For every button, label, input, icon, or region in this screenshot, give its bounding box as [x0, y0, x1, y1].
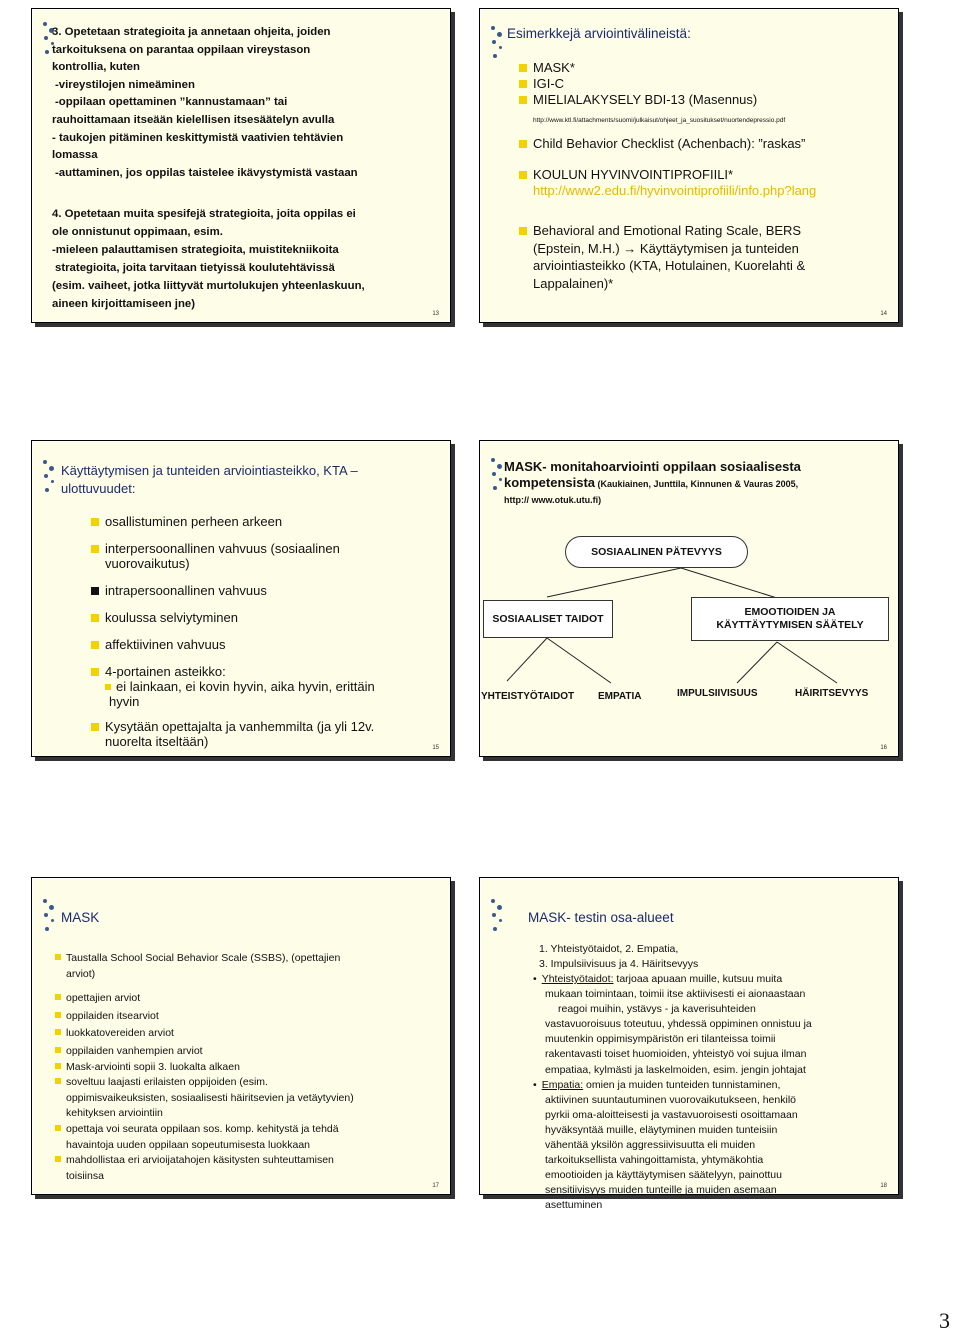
- slide18-line: 1. Yhteistyötaidot, 2. Empatia,: [539, 943, 679, 955]
- list-item: mahdollistaa eri arvioijatahojen käsitysten suhteuttamisen toisiinsa: [55, 1153, 354, 1184]
- slide-15: [31, 440, 451, 757]
- list-item: opettaja voi seurata oppilaan sos. komp. kehitystä ja tehdä havaintoja uuden oppilaan sopeutumisesta luokkaan: [55, 1122, 354, 1153]
- bullet-icon: [55, 1047, 61, 1053]
- list-continuation: hyväksyntää muille, eläytyminen muiden tunteisiin: [545, 1123, 778, 1136]
- bullet-icon: [519, 96, 527, 104]
- list-item: IGI-C: [519, 76, 757, 92]
- slide16-title: MASK- monitahoarviointi oppilaan sosiaalisesta: [504, 459, 801, 474]
- tree-leaf: HÄIRITSEVYYS: [795, 688, 869, 699]
- bullet-icon: [519, 140, 527, 148]
- slide-number: 15: [432, 745, 439, 751]
- slide13-line: aineen kirjoittamiseen jne): [52, 298, 196, 310]
- slide14-title: Esimerkkejä arviointivälineistä:: [507, 26, 691, 41]
- list-item: koulussa selviytyminen: [91, 610, 375, 625]
- slide13-line: -oppilaan opettaminen ”kannustamaan” tai: [55, 96, 288, 109]
- list-item: soveltuu laajasti erilaisten oppijoiden (esim. oppimisvaikeuksisten, sosiaalisesti häiritsevien ja vetäytyvien) kehityksen arviointiin: [55, 1075, 354, 1122]
- slide13-line: -auttaminen, jos oppilas taistelee ikävystymistä vastaan: [55, 166, 358, 179]
- list-continuation: mukaan toimintaan, toimii itse aktiivisesti ei aionaastaan: [545, 988, 806, 1001]
- slide-13: [31, 8, 451, 323]
- list-item: osallistuminen perheen arkeen: [91, 514, 375, 529]
- list-item: opettajien arviot: [55, 991, 354, 1007]
- link[interactable]: http://www.ktl.fi/attachments/suomi/julkaisut/ohjeet_ja_suositukset/nuortendepressio.pdf: [533, 117, 786, 124]
- slide-number: 17: [432, 1183, 439, 1189]
- bullet-icon: [105, 684, 111, 690]
- list-item: Kysytään opettajalta ja vanhemmilta (ja yli 12v. nuorelta itseltään): [91, 719, 375, 749]
- list-continuation: pyrkii oma-aloitteisesti ja vastavuoroisesti osoittamaan: [545, 1108, 798, 1121]
- bullet-icon: [91, 723, 99, 731]
- list-continuation: emootioiden ja käyttäytymisen säätelyyn, painottuu: [545, 1169, 782, 1182]
- list-continuation: reagoi muihin, ystävys - ja kaverisuhteiden: [558, 1003, 756, 1016]
- bullet-icon: [55, 994, 61, 1000]
- tree-leaf: EMPATIA: [598, 691, 642, 702]
- slide13-line: - taukojen pitäminen keskittymistä vaativien tehtävien: [52, 131, 344, 144]
- page-number: 3: [939, 1308, 950, 1333]
- tree-leaf: YHTEISTYÖTAIDOT: [481, 691, 575, 702]
- bullet-icon: [519, 171, 527, 179]
- bullet-icon: [55, 1012, 61, 1018]
- bullet-icon: [91, 641, 99, 649]
- list-item: Child Behavior Checklist (Achenbach): ”raskas”: [519, 136, 805, 151]
- list-subitem: hyvin: [109, 694, 140, 709]
- list-continuation: vähentää yksilön aggressiivisuutta eli muiden: [545, 1139, 756, 1152]
- list-item: 4-portainen asteikko:: [91, 664, 375, 679]
- bullet-icon: [91, 545, 99, 553]
- slide-18: [479, 877, 899, 1212]
- list-continuation: empatiaa, kylmästi ja laskelmoiden, esim. jengin johtajat: [545, 1063, 806, 1076]
- list-item: Behavioral and Emotional Rating Scale, BERS (Epstein, M.H.) → Käyttäytymisen ja tunteiden arviointiasteikko (KTA, Hotulainen, Kuorelahti & Lappalainen)*: [519, 222, 805, 292]
- list-item: MASK*: [519, 60, 757, 76]
- slide16-title: http:// www.otuk.utu.fi): [504, 495, 602, 505]
- list-continuation: muutenkin oppimisympäristön eri tilanteissa toimii: [545, 1033, 776, 1046]
- slide13-line: 3. Opetetaan strategioita ja annetaan ohjeita, joiden: [52, 26, 331, 38]
- tree-leaf: IMPULSIIVISUUS: [677, 688, 758, 699]
- dots-logo-icon: [43, 456, 61, 498]
- slide13-line: ole onnistunut oppimaan, esim.: [52, 226, 223, 238]
- slide13-line: 4. Opetetaan muita spesifejä strategioita, joita oppilas ei: [52, 208, 356, 220]
- bullet-icon: [55, 1078, 61, 1084]
- slide13-line: strategioita, joita tarvitaan tietyissä koulutehtävissä: [55, 262, 335, 274]
- bullet-icon: [519, 227, 527, 235]
- list-continuation: aktiivinen suuntautuminen vuorovaikutukseen, henkilö: [545, 1093, 796, 1106]
- link[interactable]: http://www2.edu.fi/hyvinvointiprofiili/info.php?lang: [533, 183, 817, 198]
- list-continuation: rakentavasti toiset huomioiden, yhteistyö voi sujua ilman: [545, 1048, 807, 1061]
- tree-node-left: SOSIAALISET TAIDOT: [483, 600, 613, 638]
- slide13-line: -mieleen palauttamisen strategioita, muistitekniikoita: [52, 244, 339, 256]
- slide17-title: MASK: [61, 910, 100, 925]
- list-item: • Empatia: omien ja muiden tunteiden tunnistaminen,: [533, 1078, 781, 1091]
- slide-number: 16: [880, 745, 887, 751]
- bullet-icon: [55, 1029, 61, 1035]
- slide13-line: (esim. vaiheet, jotka liittyvät murtolukujen yhteenlaskuun,: [52, 280, 365, 292]
- slide-16: MASK- monitahoarviointi oppilaan sosiaalisesta kompetensista (Kaukiainen, Junttila, Kinnunen & Vauras 2005, http:// www.otuk.utu.fi) SOSIAALINEN PÄTEVYYS SOSIAALISET TAIDOT EMOOTIOIDEN JA KÄYTTÄYTYMISEN SÄÄTELY YHTEISTYÖTAIDOT EMPATIA IMPULSIIVISUUS HÄIRITSEVYYS 16: [479, 440, 899, 757]
- list-continuation: sensitiivisyys muiden tunteille ja muiden asemaan: [545, 1184, 777, 1197]
- dots-logo-icon: [43, 895, 61, 937]
- slide18-title: MASK- testin osa-alueet: [528, 910, 674, 925]
- tree-node-root: SOSIAALINEN PÄTEVYYS: [565, 536, 748, 568]
- list-item: interpersoonallinen vahvuus (sosiaalinen vuorovaikutus): [91, 541, 375, 571]
- bullet-icon: [55, 954, 61, 960]
- slide-number: 14: [880, 311, 887, 317]
- bullet-icon: [91, 614, 99, 622]
- slide-number: 13: [432, 311, 439, 317]
- list-item: oppilaiden itsearviot: [55, 1009, 354, 1025]
- slide13-line: kontrollia, kuten: [52, 61, 140, 74]
- slide-number: 18: [880, 1183, 887, 1189]
- list-item: MIELIALAKYSELY BDI-13 (Masennus): [519, 92, 757, 108]
- slide-14: [479, 8, 899, 323]
- slide13-line: lomassa: [52, 149, 98, 162]
- bullet-icon: [519, 80, 527, 88]
- list-item: KOULUN HYVINVOINTIPROFIILI* http://www2.edu.fi/hyvinvointiprofiili/info.php?lang: [519, 167, 816, 199]
- slide18-line: 3. Impulsiivisuus ja 4. Häiritsevyys: [539, 958, 699, 971]
- list-continuation: tarkoituksellista vahingoittamista, yhtymäkohtia: [545, 1154, 764, 1167]
- bullet-icon: [519, 64, 527, 72]
- tree-node-right: EMOOTIOIDEN JA KÄYTTÄYTYMISEN SÄÄTELY: [691, 597, 889, 641]
- list-continuation: vastavuoroisuus toteutuu, yhdessä oppiminen onnistuu ja: [545, 1018, 812, 1031]
- bullet-icon: [91, 668, 99, 676]
- bullet-icon: •: [533, 1078, 537, 1091]
- bullet-icon: [55, 1063, 61, 1069]
- bullet-icon: [91, 587, 99, 595]
- list-item: intrapersoonallinen vahvuus: [91, 583, 375, 598]
- slide-17: [31, 877, 451, 1195]
- bullet-icon: [55, 1156, 61, 1162]
- slide13-line: rauhoittamaan itseään kielellisen itsesäätelyn avulla: [52, 113, 335, 126]
- slide15-title: Käyttäytymisen ja tunteiden arviointiasteikko, KTA –: [61, 463, 358, 478]
- list-subitem: ei lainkaan, ei kovin hyvin, aika hyvin, erittäin: [91, 679, 375, 694]
- slide15-title: ulottuvuudet:: [61, 481, 136, 496]
- list-item: affektiivinen vahvuus: [91, 637, 375, 652]
- list-item: luokkatovereiden arviot: [55, 1026, 354, 1042]
- bullet-icon: [55, 1125, 61, 1131]
- list-continuation: asettuminen: [545, 1199, 603, 1212]
- slide13-line: tarkoituksena on parantaa oppilaan vireystason: [52, 43, 311, 56]
- list-item: oppilaiden vanhempien arviot: [55, 1044, 354, 1060]
- list-item: Mask-arviointi sopii 3. luokalta alkaen: [55, 1060, 354, 1076]
- dots-logo-icon: [491, 895, 509, 937]
- bullet-icon: •: [533, 973, 537, 985]
- list-item: Taustalla School Social Behavior Scale (SSBS), (opettajien arviot): [55, 951, 354, 982]
- list-item: • Yhteistyötaidot: tarjoaa apuaan muille, kutsuu muita: [533, 973, 783, 985]
- bullet-icon: [91, 518, 99, 526]
- slide13-line: -vireystilojen nimeäminen: [55, 78, 195, 91]
